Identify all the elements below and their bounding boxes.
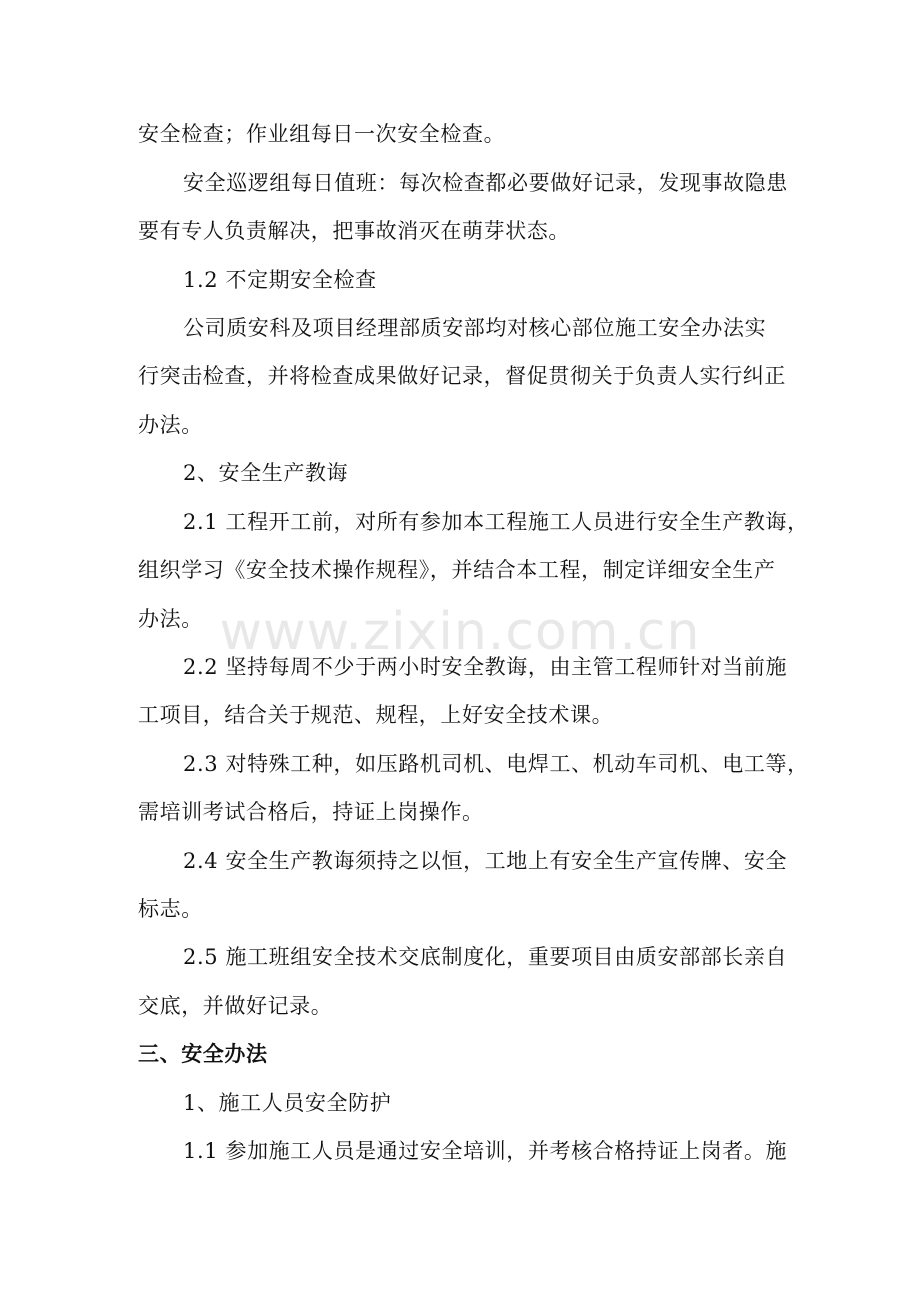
text-line: 2.1 工程开工前，对所有参加本工程施工人员进行安全生产教诲， xyxy=(183,510,809,534)
section-heading: 2、安全生产教诲 xyxy=(183,461,349,485)
text-line: 安全检查；作业组每日一次安全检查。 xyxy=(138,122,506,146)
text-line: 组织学习《安全技术操作规程》，并结合本工程，制定详细安全生产 xyxy=(138,558,776,582)
text-line: 办法。 xyxy=(138,607,203,631)
text-line: 安全巡逻组每日值班：每次检查都必要做好记录，发现事故隐患 xyxy=(183,171,788,195)
text-line: 公司质安科及项目经理部质安部均对核心部位施工安全办法实 xyxy=(183,316,767,340)
section-heading: 1.2 不定期安全检查 xyxy=(183,268,377,292)
text-line: 行突击检查，并将检查成果做好记录，督促贯彻关于负责人实行纠正 xyxy=(138,364,786,388)
text-line: 1.1 参加施工人员是通过安全培训，并考核合格持证上岗者。施 xyxy=(183,1139,788,1163)
text-line: 2.3 对特殊工种，如压路机司机、电焊工、机动车司机、电工等， xyxy=(183,752,809,776)
chapter-heading: 三、安全办法 xyxy=(138,1042,268,1066)
section-heading: 1、施工人员安全防护 xyxy=(183,1091,392,1115)
watermark: www.zixin.com.cn xyxy=(219,602,701,662)
text-line: 2.2 坚持每周不少于两小时安全教诲，由主管工程师针对当前施 xyxy=(183,655,788,679)
text-line: 办法。 xyxy=(138,413,203,437)
text-line: 2.5 施工班组安全技术交底制度化，重要项目由质安部部长亲自 xyxy=(183,945,788,969)
text-line: 要有专人负责解决，把事故消灭在萌芽状态。 xyxy=(138,219,570,243)
text-line: 工项目，结合关于规范、规程，上好安全技术课。 xyxy=(138,703,614,727)
text-line: 交底，并做好记录。 xyxy=(138,994,333,1018)
text-line: 标志。 xyxy=(138,897,203,921)
text-line: 2.4 安全生产教诲须持之以恒，工地上有安全生产宣传牌、安全 xyxy=(183,849,788,873)
text-line: 需培训考试合格后，持证上岗操作。 xyxy=(138,800,484,824)
